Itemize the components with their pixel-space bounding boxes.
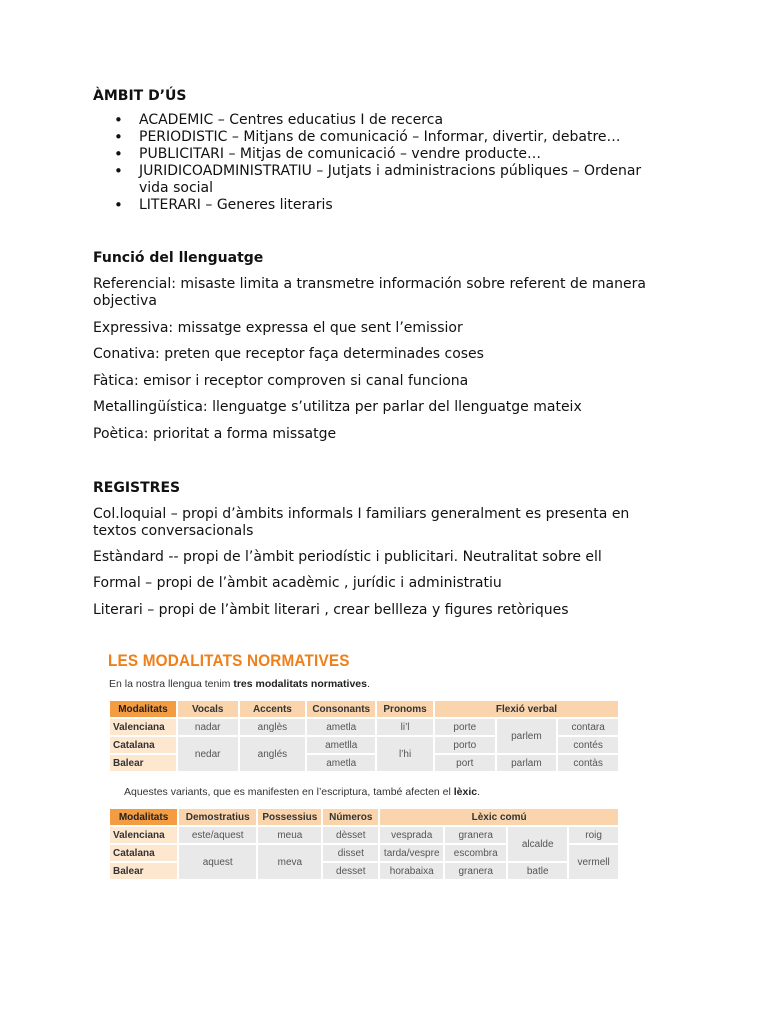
- table-cell: roig: [569, 827, 618, 843]
- table-cell: tarda/vespre: [380, 845, 443, 861]
- header-cell: Flexió verbal: [435, 701, 618, 717]
- list-item: • PUBLICITARI – Mitjas de comunicació – vendre producte…: [93, 146, 673, 163]
- funcio-paragraph: Conativa: preten que receptor faça determinades coses: [93, 346, 484, 362]
- table-cell: horabaixa: [380, 863, 443, 879]
- ambit-list: [93, 112, 673, 214]
- table-cell: porto: [435, 737, 495, 753]
- table-cell: anglès: [240, 719, 306, 735]
- table-cell: contara: [558, 719, 618, 735]
- header-cell: Lèxic comú: [380, 809, 618, 825]
- registres-heading: REGISTRES: [93, 480, 181, 496]
- table-cell: vermell: [569, 845, 618, 879]
- table-cell: vesprada: [380, 827, 443, 843]
- table-cell: parlem: [497, 719, 557, 753]
- table-cell: nedar: [178, 737, 238, 771]
- funcio-paragraph: Metallingüística: llenguatge s’utilitza per parlar del llenguatge mateix: [93, 399, 582, 415]
- table-cell: anglés: [240, 737, 306, 771]
- figure-title: LES MODALITATS NORMATIVES: [108, 651, 350, 670]
- table-cell: ametla: [307, 719, 375, 735]
- header-cell: Demostratius: [179, 809, 256, 825]
- table-cell: disset: [323, 845, 378, 861]
- funcio-heading: Funció del llenguatge: [93, 250, 264, 266]
- table-cell: contés: [558, 737, 618, 753]
- table-cell: dèsset: [323, 827, 378, 843]
- table-cell: porte: [435, 719, 495, 735]
- header-cell: Possessius: [258, 809, 321, 825]
- table-cell: alcalde: [508, 827, 567, 861]
- table-cell: ametlla: [307, 737, 375, 753]
- header-cell: Consonants: [307, 701, 375, 717]
- figure-intro: En la nostra llengua tenim tres modalitats normatives.: [109, 678, 370, 690]
- table-cell: nadar: [178, 719, 238, 735]
- table-cell: meva: [258, 845, 321, 879]
- row-label: Valenciana: [110, 827, 177, 843]
- row-label: Balear: [110, 863, 177, 879]
- table-cell: ametla: [307, 755, 375, 771]
- registres-paragraph: Formal – propi de l’àmbit acadèmic , jurídic i administratiu: [93, 575, 502, 591]
- table-cell: li’l: [377, 719, 433, 735]
- modalitats-figure: [108, 645, 620, 890]
- header-cell: Modalitats: [110, 809, 177, 825]
- table-cell: contàs: [558, 755, 618, 771]
- list-item: • PERIODISTIC – Mitjans de comunicació – Informar, divertir, debatre…: [93, 129, 673, 146]
- modalitats-table: [108, 699, 620, 773]
- funcio-paragraph: Poètica: prioritat a forma missatge: [93, 426, 337, 442]
- row-label: Balear: [110, 755, 176, 771]
- table-cell: l’hi: [377, 737, 433, 771]
- header-cell: Pronoms: [377, 701, 433, 717]
- table-cell: este/aquest: [179, 827, 256, 843]
- table-cell: granera: [445, 863, 506, 879]
- table-cell: port: [435, 755, 495, 771]
- ambit-heading: ÀMBIT D’ÚS: [93, 88, 187, 104]
- row-label: Catalana: [110, 737, 176, 753]
- header-cell: Modalitats: [110, 701, 176, 717]
- row-label: Valenciana: [110, 719, 176, 735]
- table-cell: escombra: [445, 845, 506, 861]
- registres-paragraph: Literari – propi de l’àmbit literari , crear bellleza y figures retòriques: [93, 602, 569, 618]
- table-cell: batle: [508, 863, 567, 879]
- lexic-table: [108, 807, 620, 881]
- row-label: Catalana: [110, 845, 177, 861]
- funcio-paragraph: Expressiva: missatge expressa el que sent l’emissior: [93, 320, 463, 336]
- list-item: • LITERARI – Generes literaris: [93, 197, 673, 214]
- header-cell: Números: [323, 809, 378, 825]
- figure-note: Aquestes variants, que es manifesten en l’escriptura, també afecten el lèxic.: [124, 786, 481, 798]
- funcio-paragraph: Referencial: misaste limita a transmetre información sobre referent de manera objectiva: [93, 276, 646, 309]
- table-cell: meua: [258, 827, 321, 843]
- table-cell: parlam: [497, 755, 557, 771]
- table-cell: desset: [323, 863, 378, 879]
- funcio-paragraph: Fàtica: emisor i receptor comproven si canal funciona: [93, 373, 469, 389]
- registres-paragraph: Estàndard -- propi de l’àmbit periodístic i publicitari. Neutralitat sobre ell: [93, 549, 602, 565]
- list-item: • JURIDICOADMINISTRATIU – Jutjats i administracions públiques – Ordenar vida social: [93, 163, 673, 197]
- header-cell: Accents: [240, 701, 306, 717]
- list-item: • ACADEMIC – Centres educatius I de recerca: [93, 112, 673, 129]
- table-cell: aquest: [179, 845, 256, 879]
- registres-paragraph: Col.loquial – propi d’àmbits informals I familiars generalment es presenta en textos conversacionals: [93, 506, 630, 539]
- table-cell: granera: [445, 827, 506, 843]
- header-cell: Vocals: [178, 701, 238, 717]
